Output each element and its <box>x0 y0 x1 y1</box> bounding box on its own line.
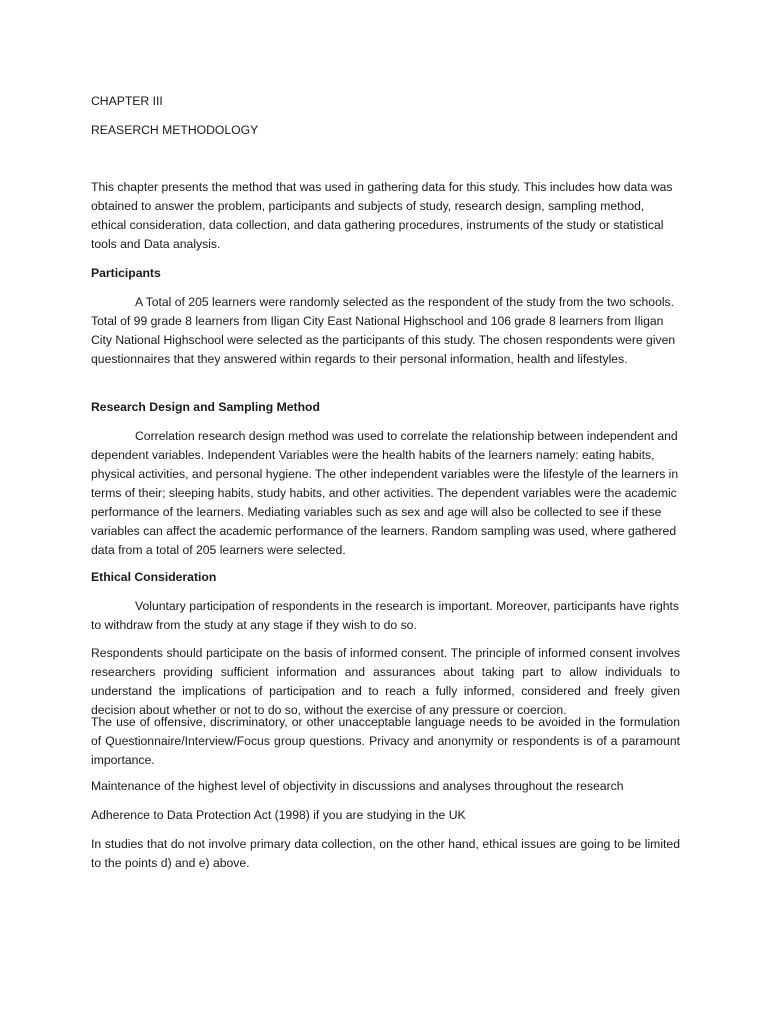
ethical-paragraph-secondary: In studies that do not involve primary data collection, on the other hand, ethical issues are going to be limited to the points d) and e) above. <box>91 837 680 870</box>
ethical-paragraph-language: The use of offensive, discriminatory, or other unacceptable language needs to be avoided in the formulation of Questionnaire/Interview/Focus group questions. Privacy and anonymity or respondents is of a paramount importance. <box>91 715 680 767</box>
ethical-paragraph-consent: Respondents should participate on the basis of informed consent. The principle of informed consent involves researchers providing sufficient information and assurances about taking part to allow individuals to understand the implications of participation and to reach a fully informed, considered and freely given decision about whether or not to do so, without the exercise of any pressure or coercion. <box>91 646 680 717</box>
intro-paragraph: This chapter presents the method that was used in gathering data for this study. This includes how data was obtained to answer the problem, participants and subjects of study, research design, sampling method, ethical consideration, data collection, and data gathering procedures, instruments of the study or statistical tools and Data analysis. <box>91 180 673 251</box>
research-design-heading: Research Design and Sampling Method <box>91 400 320 414</box>
ethical-paragraph-voluntary: Voluntary participation of respondents in the research is important. Moreover, participants have rights to withdraw from the study at any stage if they wish to do so. <box>91 599 679 632</box>
research-design-paragraph: Correlation research design method was used to correlate the relationship between independent and dependent variables. Independent Variables were the health habits of the learners namely: eating habits, physical activities, and personal hygiene. The other independent variables were the lifestyle of the learners in terms of their; sleeping habits, study habits, and other activities. The dependent variables were the academic performance of the learners. Mediating variables such as sex and age will also be collected to see if these variables can affect the academic performance of the learners. Random sampling was used, where gathered data from a total of 205 learners were selected. <box>91 429 679 557</box>
participants-paragraph: A Total of 205 learners were randomly selected as the respondent of the study from the two schools. Total of 99 grade 8 learners from Iligan City East National Highschool and 106 grade 8 learners from Iligan City National Highschool were selected as the participants of this study. The chosen respondents were given questionnaires that they answered within regards to their personal information, health and lifestyles. <box>91 295 676 366</box>
ethical-heading: Ethical Consideration <box>91 570 217 584</box>
ethical-paragraph-objectivity: Maintenance of the highest level of objectivity in discussions and analyses throughout the research <box>91 779 624 793</box>
chapter-title: REASERCH METHODOLOGY <box>91 123 259 137</box>
participants-heading: Participants <box>91 266 161 280</box>
chapter-label: CHAPTER III <box>91 94 163 108</box>
ethical-paragraph-data-protection: Adherence to Data Protection Act (1998) if you are studying in the UK <box>91 808 466 822</box>
